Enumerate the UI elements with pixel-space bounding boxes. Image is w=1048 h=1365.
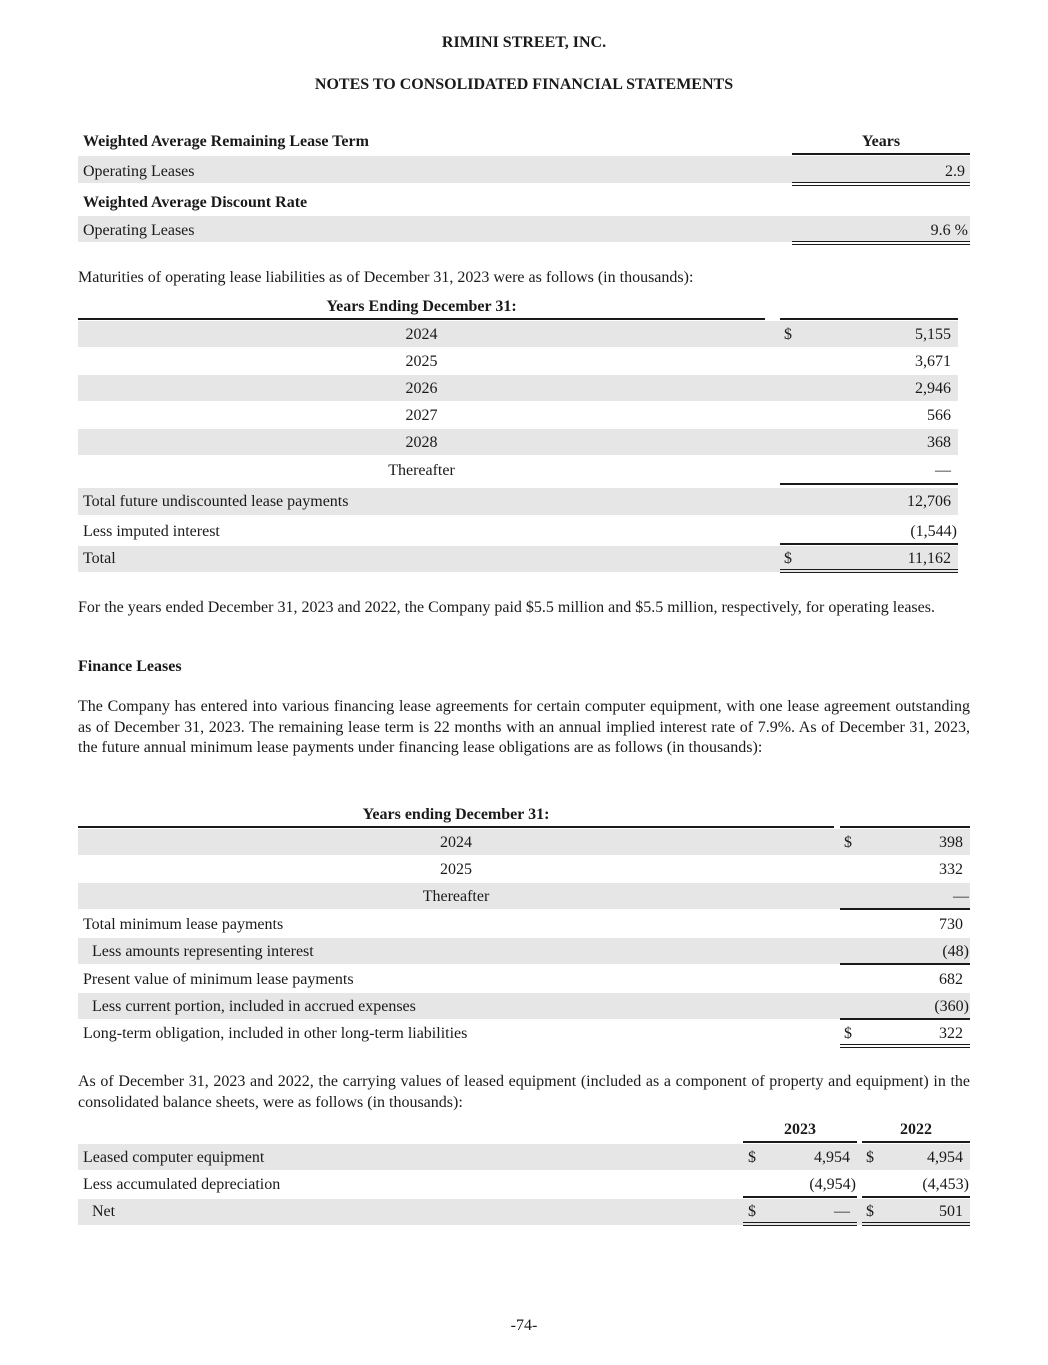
total-label: Total: [83, 550, 116, 567]
maturities-intro: Maturities of operating lease liabilities as of December 31, 2023 were as follows (in thousands):: [78, 269, 694, 286]
rule: [780, 543, 958, 545]
currency-symbol: $: [748, 1203, 756, 1220]
double-rule: [792, 241, 970, 245]
column-2023: 2023: [784, 1121, 816, 1138]
equipment-2023: —: [834, 1203, 850, 1220]
maturity-year: 2024: [405, 326, 438, 343]
interest-value: (1,544): [910, 523, 957, 540]
company-name: RIMINI STREET, INC.: [441, 34, 607, 51]
total-future-label: Total future undiscounted lease payments: [83, 493, 349, 510]
finance-summary-label: Total minimum lease payments: [83, 916, 284, 933]
currency-symbol: $: [866, 1203, 874, 1220]
equipment-2022: 4,954: [927, 1149, 963, 1166]
maturity-value: 5,155: [915, 326, 951, 343]
rate-heading: Weighted Average Discount Rate: [83, 194, 308, 211]
equipment-2023: 4,954: [814, 1149, 850, 1166]
finance-paragraph: The Company has entered into various financing lease agreements for certain computer equipment, with one lease agreement outstanding as of December 31, 2023. The remaining lease term is 22 months with an annual implied interest rate of 7.9%. As of December 31, 2023, the future annual minimum lease payments under financing lease obligations are as follows (in thousands):: [78, 698, 970, 756]
finance-heading: Finance Leases: [78, 658, 182, 675]
maturity-year: 2026: [405, 380, 438, 397]
finance-year: Thereafter: [422, 888, 490, 905]
finance-summary-label: Present value of minimum lease payments: [83, 971, 354, 988]
total-future-value: 12,706: [907, 493, 951, 510]
finance-summary-label: Less current portion, included in accrued expenses: [92, 998, 416, 1015]
equipment-2022: 501: [939, 1203, 963, 1220]
maturity-value: 368: [927, 434, 951, 451]
interest-label: Less imputed interest: [83, 523, 220, 540]
finance-summary-value: 322: [939, 1025, 963, 1042]
equipment-label: Net: [92, 1203, 116, 1220]
finance-value: —: [953, 888, 969, 905]
rule: [743, 1196, 857, 1198]
maturity-value: 566: [927, 407, 951, 424]
currency-symbol: $: [748, 1149, 756, 1166]
rule: [78, 826, 834, 828]
finance-summary-value: (48): [942, 943, 969, 960]
rule: [78, 318, 765, 320]
rule: [862, 1141, 970, 1143]
currency-symbol: $: [844, 1025, 852, 1042]
section-title: NOTES TO CONSOLIDATED FINANCIAL STATEMENTS: [314, 76, 734, 93]
rate-value: 9.6 %: [930, 222, 968, 239]
finance-summary-label: Long-term obligation, included in other long-term liabilities: [83, 1025, 468, 1042]
rate-label: Operating Leases: [83, 222, 195, 239]
finance-year: 2025: [440, 861, 472, 878]
finance-year: 2024: [440, 834, 472, 851]
maturity-year: Thereafter: [388, 462, 455, 479]
equipment-paragraph: As of December 31, 2023 and 2022, the carrying values of leased equipment (included as a component of property and equipment) in the consolidated balance sheets, were as follows (in thousands):: [78, 1073, 970, 1111]
equipment-2022: (4,453): [922, 1176, 969, 1193]
maturity-value: 2,946: [915, 380, 951, 397]
finance-summary-value: 682: [939, 971, 963, 988]
rule: [840, 908, 970, 910]
finance-summary-label: Less amounts representing interest: [92, 943, 314, 960]
finance-value: 398: [939, 834, 963, 851]
rule: [780, 483, 958, 485]
rule: [862, 1196, 970, 1198]
double-rule: [840, 1044, 970, 1048]
term-label: Operating Leases: [83, 163, 195, 180]
maturity-year: 2028: [405, 434, 438, 451]
equipment-label: Less accumulated depreciation: [83, 1176, 281, 1193]
maturity-year: 2027: [405, 407, 438, 424]
rule: [792, 153, 970, 155]
rule: [743, 1141, 857, 1143]
equipment-2023: (4,954): [809, 1176, 856, 1193]
page-number: -74-: [510, 1317, 538, 1334]
paid-paragraph: For the years ended December 31, 2023 and 2022, the Company paid $5.5 million and $5.5 million, respectively, for operating leases.: [78, 599, 935, 616]
total-value: 11,162: [907, 550, 951, 567]
finance-table-heading: Years ending December 31:: [362, 806, 550, 823]
currency-symbol: $: [784, 550, 792, 567]
term-value: 2.9: [945, 163, 965, 180]
maturities-heading: Years Ending December 31:: [326, 298, 517, 315]
maturity-value: —: [935, 462, 951, 479]
double-rule: [780, 569, 958, 573]
rule: [840, 1018, 970, 1020]
finance-summary-value: 730: [939, 916, 963, 933]
double-rule: [792, 182, 970, 186]
rule: [840, 826, 970, 828]
double-rule: [862, 1222, 970, 1226]
finance-value: 332: [939, 861, 963, 878]
term-heading: Weighted Average Remaining Lease Term: [83, 133, 369, 150]
currency-symbol: $: [844, 834, 852, 851]
maturity-year: 2025: [405, 353, 438, 370]
currency-symbol: $: [784, 326, 792, 343]
rule: [780, 318, 958, 320]
currency-symbol: $: [866, 1149, 874, 1166]
years-heading: Years: [861, 133, 901, 150]
column-2022: 2022: [900, 1121, 932, 1138]
rule: [840, 963, 970, 965]
equipment-label: Leased computer equipment: [83, 1149, 265, 1166]
maturity-value: 3,671: [915, 353, 951, 370]
double-rule: [743, 1222, 857, 1226]
finance-summary-value: (360): [934, 998, 969, 1015]
